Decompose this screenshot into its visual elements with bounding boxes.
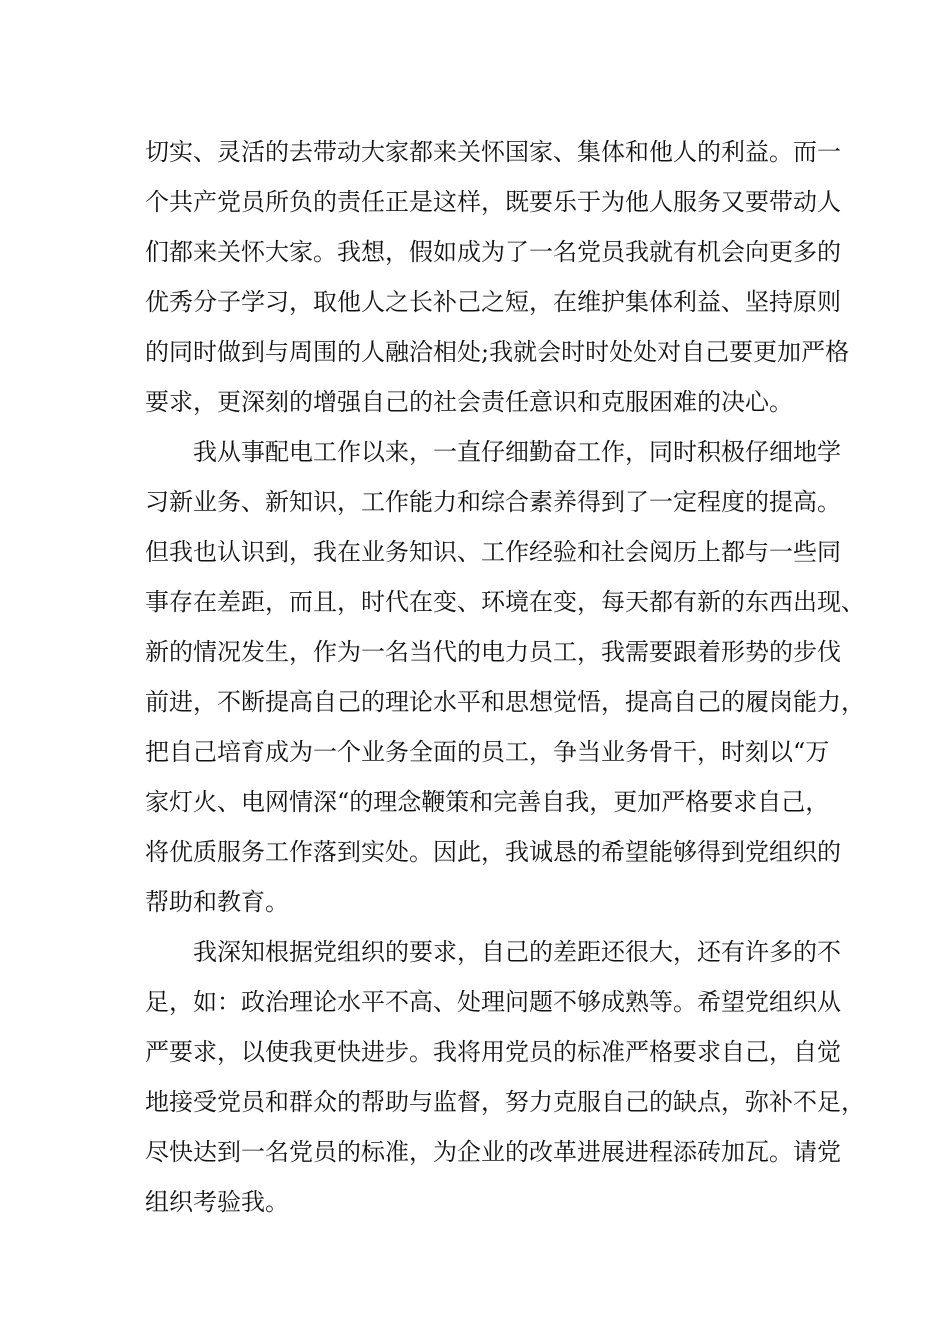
text-line: 新的情况发生，作为一名当代的电力员工，我需要跟着形势的步伐 <box>145 638 841 666</box>
text-line: 地接受党员和群众的帮助与监督，努力克服自己的缺点，弥补不足， <box>145 1088 865 1116</box>
text-line: 但我也认识到，我在业务知识、工作经验和社会阅历上都与一些同 <box>145 538 841 566</box>
text-line: 切实、灵活的去带动大家都来关怀国家、集体和他人的利益。而一 <box>145 138 841 166</box>
text-line: 将优质服务工作落到实处。因此，我诚恳的希望能够得到党组织的 <box>145 838 841 866</box>
text-line: 组织考验我。 <box>145 1188 289 1216</box>
document-body <box>145 127 865 1227</box>
text-line: 严要求，以使我更快进步。我将用党员的标准严格要求自己，自觉 <box>145 1038 841 1066</box>
paragraph-1 <box>145 127 850 427</box>
text-line: 足，如：政治理论水平不高、处理问题不够成熟等。希望党组织从 <box>145 988 841 1016</box>
text-line: 的同时做到与周围的人融洽相处;我就会时时处处对自己要更加严格 <box>145 338 850 366</box>
text-line: 尽快达到一名党员的标准，为企业的改革进展进程添砖加瓦。请党 <box>145 1138 841 1166</box>
text-line: 把自己培育成为一个业务全面的员工，争当业务骨干，时刻以“万 <box>145 738 830 766</box>
text-line: 事存在差距，而且，时代在变、环境在变，每天都有新的东西出现、 <box>145 588 865 616</box>
text-line: 我深知根据党组织的要求，自己的差距还很大，还有许多的不 <box>193 938 841 966</box>
text-line: 我从事配电工作以来，一直仔细勤奋工作，同时积极仔细地学 <box>193 438 841 466</box>
text-line: 们都来关怀大家。我想，假如成为了一名党员我就有机会向更多的 <box>145 238 841 266</box>
paragraph-3 <box>145 927 865 1227</box>
text-line: 个共产党员所负的责任正是这样，既要乐于为他人服务又要带动人 <box>145 188 841 216</box>
text-line: 优秀分子学习，取他人之长补己之短，在维护集体利益、坚持原则 <box>145 288 841 316</box>
text-line: 前进，不断提高自己的理论水平和思想觉悟，提高自己的履岗能力， <box>145 688 865 716</box>
text-line: 家灯火、电网情深“的理念鞭策和完善自我，更加严格要求自己， <box>145 788 830 816</box>
text-line: 帮助和教育。 <box>145 888 289 916</box>
paragraph-2 <box>145 427 865 927</box>
text-line: 要求，更深刻的增强自己的社会责任意识和克服困难的决心。 <box>145 388 793 416</box>
text-line: 习新业务、新知识，工作能力和综合素养得到了一定程度的提高。 <box>145 488 841 516</box>
